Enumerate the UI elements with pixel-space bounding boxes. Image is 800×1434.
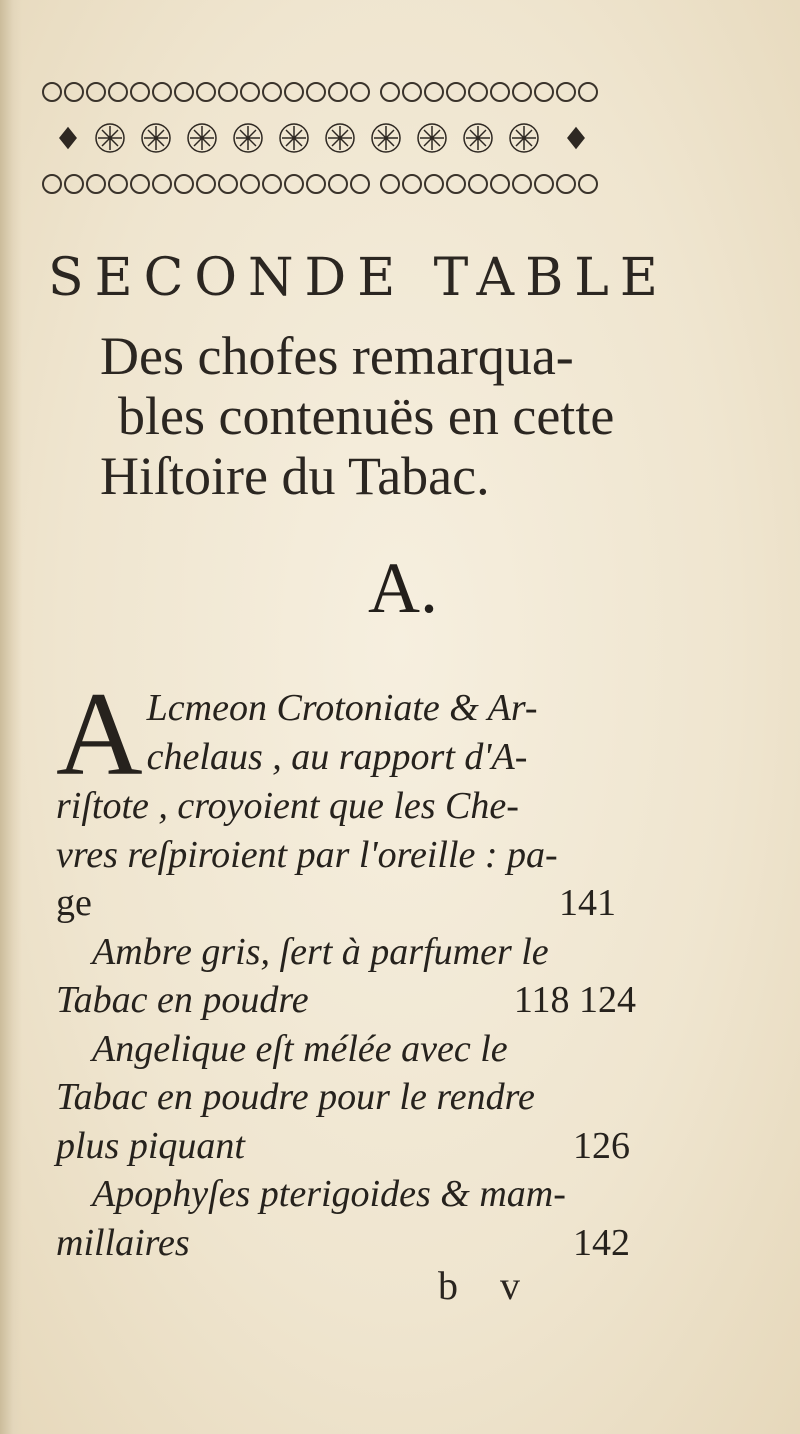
- ornament-band: [40, 64, 610, 214]
- page-number: 118 124: [513, 979, 636, 1021]
- entry-line: vres reſpiroient par l'oreille : pa-: [56, 833, 558, 876]
- entry-last-line: [56, 1122, 656, 1171]
- entry-line: chelaus , au rapport d'A-: [146, 735, 528, 778]
- index-entry: [56, 928, 656, 1025]
- entry-line: plus piquant: [56, 1124, 245, 1167]
- spine-shadow: [0, 0, 22, 1434]
- entry-line: ge: [56, 882, 92, 924]
- page-subtitle: [100, 326, 660, 506]
- entry-line: Tabac en poudre pour le rendre: [56, 1076, 535, 1118]
- index-entries: [56, 667, 656, 1267]
- entry-line: Apophyſes pterigoides & mam-: [92, 1173, 566, 1215]
- signature-mark: b v: [438, 1263, 536, 1308]
- page-number: 142: [573, 1221, 630, 1264]
- index-entry: [56, 667, 656, 928]
- entry-line: millaires: [56, 1221, 190, 1264]
- entry-last-line: [56, 879, 656, 928]
- subtitle-line: Des chofes remarqua-: [100, 326, 574, 386]
- entry-line: riſtote , croyoient que les Che-: [56, 785, 519, 827]
- subtitle-line: Hiſtoire du Tabac.: [100, 446, 490, 506]
- ornament-row-middle: [60, 124, 584, 152]
- page-title: SECONDE TABLE: [48, 248, 669, 308]
- subtitle-line: bles contenuës en cette: [118, 386, 615, 446]
- drop-cap: A: [56, 667, 143, 800]
- entry-last-line: [56, 1219, 656, 1268]
- page-number: 141: [559, 882, 616, 924]
- section-letter: A.: [368, 548, 438, 628]
- ornament-row-bottom: [43, 175, 597, 193]
- index-entry: [56, 1025, 656, 1171]
- entry-line: Ambre gris, ſert à parfumer le: [92, 930, 549, 973]
- entry-line: Angelique eſt mélée avec le: [92, 1027, 508, 1070]
- index-entry: [56, 1170, 656, 1267]
- entry-line: Lcmeon Crotoniate & Ar-: [146, 687, 538, 729]
- entry-line: Tabac en poudre: [56, 979, 309, 1021]
- ornament-row-top: [43, 83, 597, 101]
- page-number: 126: [573, 1124, 630, 1167]
- entry-last-line: [56, 976, 656, 1025]
